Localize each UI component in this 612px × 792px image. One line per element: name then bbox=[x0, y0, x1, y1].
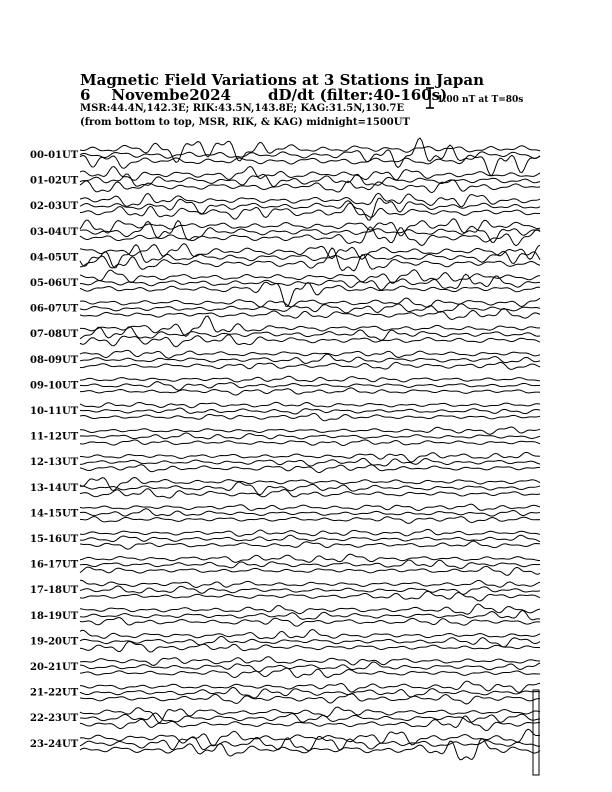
row-label: 19-20UT bbox=[30, 636, 79, 648]
trace-kag bbox=[80, 413, 540, 420]
row-label: 01-02UT bbox=[30, 175, 79, 187]
trace-rik bbox=[80, 687, 540, 698]
row-label: 06-07UT bbox=[30, 303, 79, 315]
trace-row-17-18UT bbox=[30, 580, 540, 601]
trace-rik bbox=[80, 509, 540, 516]
end-spike-marker bbox=[533, 690, 539, 775]
trace-rik bbox=[80, 586, 540, 594]
trace-kag bbox=[80, 516, 540, 523]
trace-kag bbox=[80, 591, 540, 601]
trace-row-04-05UT bbox=[30, 244, 540, 271]
trace-rik bbox=[80, 138, 540, 167]
trace-rows bbox=[30, 138, 540, 775]
date-day: 6 bbox=[80, 86, 91, 104]
trace-kag bbox=[80, 388, 540, 395]
trace-msr bbox=[80, 350, 540, 358]
trace-msr bbox=[80, 427, 540, 434]
trace-rik bbox=[80, 382, 540, 391]
trace-msr bbox=[80, 604, 540, 614]
trace-msr bbox=[80, 219, 540, 236]
row-label: 09-10UT bbox=[30, 380, 79, 392]
date-year: 2024 bbox=[189, 86, 231, 104]
trace-kag bbox=[80, 440, 540, 446]
trace-row-14-15UT bbox=[30, 504, 540, 523]
trace-msr bbox=[80, 580, 540, 587]
row-label: 03-04UT bbox=[30, 226, 79, 238]
trace-rik bbox=[80, 198, 540, 220]
trace-rik bbox=[80, 174, 540, 187]
trace-msr bbox=[80, 402, 540, 408]
trace-row-19-20UT bbox=[30, 630, 540, 653]
trace-kag bbox=[80, 739, 540, 760]
trace-row-09-10UT bbox=[30, 376, 540, 395]
trace-rik bbox=[80, 458, 540, 466]
date-month: Novembe bbox=[111, 86, 190, 104]
trace-msr bbox=[80, 478, 540, 491]
row-label: 22-23UT bbox=[30, 713, 79, 725]
trace-row-12-13UT bbox=[30, 452, 540, 472]
row-label: 12-13UT bbox=[30, 457, 79, 469]
trace-rik bbox=[80, 713, 540, 722]
row-label: 20-21UT bbox=[30, 662, 79, 673]
station-order-note: (from bottom to top, MSR, RIK, & KAG) midnight=1500UT bbox=[80, 117, 410, 128]
trace-rik bbox=[80, 560, 540, 568]
trace-msr bbox=[80, 630, 540, 639]
row-label: 04-05UT bbox=[30, 252, 79, 264]
trace-row-15-16UT bbox=[30, 529, 540, 549]
trace-msr bbox=[80, 193, 540, 207]
trace-row-05-06UT bbox=[30, 270, 540, 307]
trace-row-03-04UT bbox=[30, 219, 540, 246]
trace-row-16-17UT bbox=[30, 554, 540, 575]
scale-bar-label: 1.00 nT at T=80s bbox=[437, 95, 524, 105]
trace-row-00-01UT bbox=[30, 138, 540, 175]
trace-rik bbox=[80, 408, 540, 414]
trace-kag bbox=[80, 541, 540, 549]
trace-msr bbox=[80, 681, 540, 692]
trace-row-21-22UT bbox=[30, 681, 540, 704]
station-coordinates: MSR:44.4N,142.3E; RIK:43.5N,143.8E; KAG:31.5N,130.7E bbox=[80, 103, 405, 114]
row-label: 13-14UT bbox=[30, 482, 79, 494]
trace-kag bbox=[80, 668, 540, 677]
trace-msr bbox=[80, 657, 540, 666]
row-label: 10-11UT bbox=[30, 406, 79, 417]
trace-rik bbox=[80, 433, 540, 439]
trace-msr bbox=[80, 452, 540, 462]
row-label: 21-22UT bbox=[30, 687, 79, 699]
row-label: 15-16UT bbox=[30, 534, 79, 545]
trace-row-22-23UT bbox=[30, 707, 540, 731]
trace-msr bbox=[80, 554, 540, 562]
trace-kag bbox=[80, 566, 540, 575]
trace-kag bbox=[80, 362, 540, 369]
row-label: 14-15UT bbox=[30, 508, 79, 520]
row-label: 11-12UT bbox=[30, 431, 79, 443]
trace-row-01-02UT bbox=[30, 166, 540, 192]
trace-rik bbox=[80, 636, 540, 647]
row-label: 23-24UT bbox=[30, 738, 79, 750]
trace-rik bbox=[80, 482, 540, 495]
trace-row-23-24UT bbox=[30, 729, 540, 760]
trace-rik bbox=[80, 736, 540, 750]
trace-msr bbox=[80, 529, 540, 536]
trace-msr bbox=[80, 707, 540, 722]
trace-row-02-03UT bbox=[30, 193, 540, 220]
trace-row-18-19UT bbox=[30, 604, 540, 626]
trace-kag bbox=[80, 489, 540, 498]
trace-kag bbox=[80, 227, 540, 246]
trace-row-07-08UT bbox=[30, 316, 540, 347]
trace-msr bbox=[80, 376, 540, 382]
chart-subtitle: dD/dt (filter:40-160s) bbox=[268, 86, 448, 104]
trace-row-13-14UT bbox=[30, 478, 540, 498]
trace-row-10-11UT bbox=[30, 402, 540, 421]
trace-msr bbox=[80, 298, 540, 307]
trace-row-20-21UT bbox=[30, 657, 540, 678]
trace-kag bbox=[80, 694, 540, 704]
row-label: 02-03UT bbox=[30, 201, 79, 213]
trace-msr bbox=[80, 166, 540, 180]
trace-msr bbox=[80, 316, 540, 336]
trace-row-08-09UT bbox=[30, 350, 540, 369]
row-label: 00-01UT bbox=[30, 150, 79, 161]
row-label: 16-17UT bbox=[30, 559, 79, 571]
chart-title: Magnetic Field Variations at 3 Stations in Japan bbox=[80, 71, 485, 89]
row-label: 08-09UT bbox=[30, 354, 79, 366]
trace-kag bbox=[80, 641, 540, 652]
row-label: 07-08UT bbox=[30, 329, 79, 341]
trace-row-11-12UT bbox=[30, 427, 540, 445]
scale-bar bbox=[426, 88, 434, 108]
row-label: 05-06UT bbox=[30, 278, 79, 289]
trace-rik bbox=[80, 535, 540, 542]
row-label: 18-19UT bbox=[30, 610, 79, 622]
trace-row-06-07UT bbox=[30, 298, 540, 319]
row-label: 17-18UT bbox=[30, 585, 79, 597]
